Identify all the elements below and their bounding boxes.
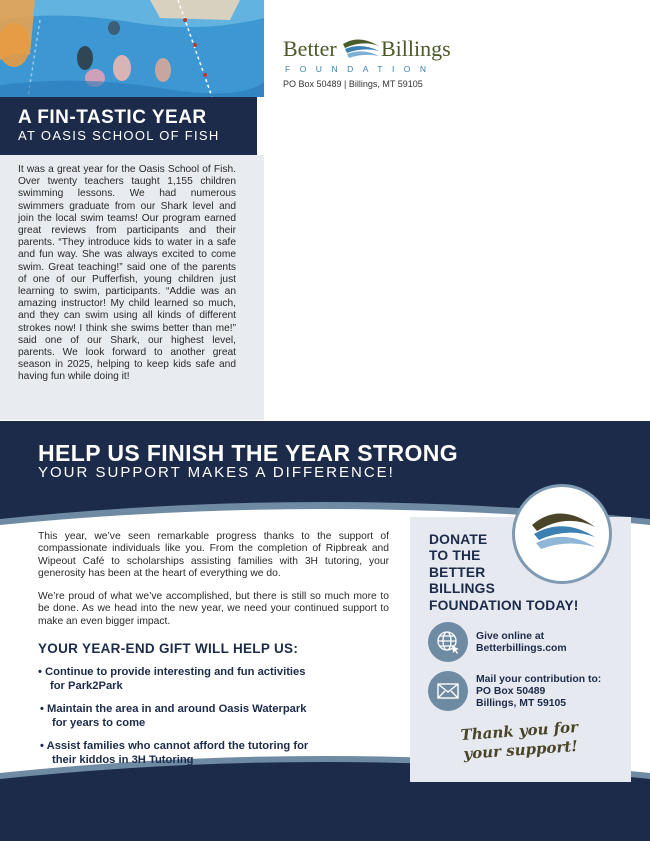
appeal-subtitle: YOUR SUPPORT MAKES A DIFFERENCE!: [38, 464, 395, 481]
gift-bullet-line: • Maintain the area in and around Oasis Waterpark: [40, 703, 307, 715]
donate-heading: [429, 532, 619, 614]
donate-heading-line: DONATE: [429, 532, 488, 547]
thanks-line: Thank you for: [460, 717, 579, 745]
story-title: A FIN-TASTIC YEAR: [18, 107, 207, 128]
story-panel: [0, 155, 264, 420]
gift-bullet: [40, 739, 360, 767]
logo-word-billings: Billings: [381, 36, 451, 61]
gift-bullet: [40, 702, 360, 730]
envelope-icon: [428, 671, 468, 711]
appeal-title: HELP US FINISH THE YEAR STRONG: [38, 440, 459, 466]
donate-heading-line: BILLINGS: [429, 581, 495, 597]
appeal-paragraph-2: We’re proud of what we’ve accomplished, but there is still so much more to be done. As we head into the new year, we need your continued support to make an even bigger impact.: [38, 591, 389, 627]
appeal-paragraph-1: This year, we’ve seen remarkable progress thanks to the support of compassionate individuals like you. From the completion of Ripbreak and Wipeout Café to scholarships assisting families with 3H tutoring, your generosity has been at the heart of everything we do.: [38, 531, 389, 580]
donate-heading-line: TO THE: [429, 548, 481, 564]
mail-address-line: Billings, MT 59105: [476, 698, 567, 709]
gift-bullet-line: • Continue to provide interesting and fun activities: [38, 666, 306, 678]
story-body: It was a great year for the Oasis School of Fish. Over twenty teachers taught 1,155 children swimming lessons. We had numerous swimmers graduate from our Shark level and join the local swim teams! Our program earned great reviews from participants and their parents. “They introduce kids to water in a safe and fun way. She was always excited to come swim. Great teaching!” said one of the parents of one of our Pufferfish, young children just learning to swim, participants. “Addie was an amazing instructor! My child learned so much, and they can swim using all kinds of different strokes now! I think she swims better than me!” said one of our Shark, our highest level, parents. We look forward to another great season in 2025, helping to keep kids safe and having fun while doing it!: [18, 164, 236, 383]
thanks-line: your support!: [462, 737, 579, 763]
logo-foundation: FOUNDATION: [285, 64, 436, 74]
header-address: PO Box 50489 | Billings, MT 59105: [283, 79, 423, 89]
donate-online: [476, 631, 567, 655]
online-link[interactable]: Betterbillings.com: [476, 643, 567, 654]
gift-bullet-line: for Park2Park: [50, 680, 123, 692]
wave-logo-icon: [341, 36, 381, 60]
gift-heading: YOUR YEAR-END GIFT WILL HELP US:: [38, 641, 299, 656]
donate-mail: [476, 674, 601, 710]
gift-bullet-line: their kiddos in 3H Tutoring: [52, 754, 194, 766]
gift-bullet-line: for years to come: [52, 717, 146, 729]
story-header: [0, 97, 257, 155]
pool-photo: [0, 0, 264, 97]
mail-address-line: PO Box 50489: [476, 686, 546, 697]
gift-bullet: [38, 665, 358, 693]
gift-bullet-line: • Assist families who cannot afford the tutoring for: [40, 740, 309, 752]
story-subtitle: AT OASIS SCHOOL OF FISH: [18, 128, 220, 143]
mail-label: Mail your contribution to:: [476, 674, 602, 685]
donate-heading-line: BETTER: [429, 564, 486, 580]
logo-word-better: Better: [283, 36, 337, 61]
online-label: Give online at: [476, 631, 545, 642]
foundation-logo: [283, 34, 483, 94]
globe-icon: [428, 622, 468, 662]
donate-heading-line: FOUNDATION TODAY!: [429, 597, 579, 613]
